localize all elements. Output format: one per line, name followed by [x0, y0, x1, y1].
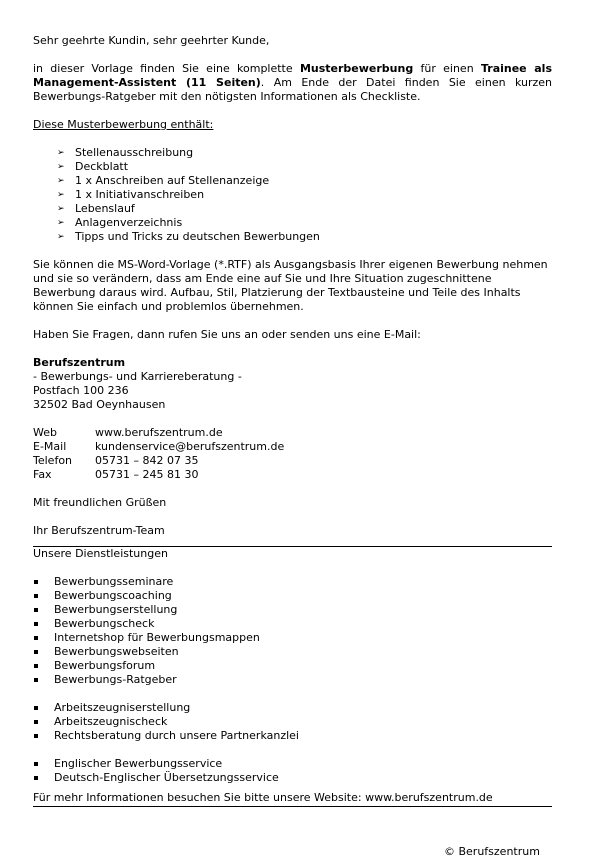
contact-label: Web: [33, 426, 57, 439]
list-item: [33, 701, 552, 715]
contact-row-email: [33, 440, 552, 454]
list-item-label: Internetshop für Bewerbungsmappen: [54, 631, 260, 644]
square-bullet-icon: [34, 636, 38, 640]
contents-heading: Diese Musterbewerbung enthält:: [33, 118, 214, 131]
list-item: [57, 216, 552, 230]
list-item: [57, 188, 552, 202]
list-item: [33, 771, 552, 785]
services-list-2: [33, 701, 552, 743]
phone-number: 05731 – 842 07 35: [95, 454, 199, 467]
company-name-text: Berufszentrum: [33, 356, 126, 369]
list-item-label: Englischer Bewerbungsservice: [54, 757, 223, 770]
square-bullet-icon: [34, 678, 38, 682]
company-tagline: - Bewerbungs- und Karriereberatung -: [33, 370, 242, 383]
square-bullet-icon: [34, 650, 38, 654]
square-bullet-icon: [34, 720, 38, 724]
company-city: 32502 Bad Oeynhausen: [33, 398, 166, 411]
list-item: [57, 202, 552, 216]
list-item-label: Bewerbungsforum: [54, 659, 156, 672]
fax-number: 05731 – 245 81 30: [95, 468, 199, 481]
arrow-bullet-icon: ➢: [57, 190, 65, 200]
email-link[interactable]: kundenservice@berufszentrum.de: [95, 440, 285, 453]
list-item-label: Deutsch-Englischer Übersetzungsservice: [54, 771, 279, 784]
square-bullet-icon: [34, 734, 38, 738]
intro-paragraph: [33, 62, 552, 104]
list-item-label: Bewerbungscoaching: [54, 589, 172, 602]
list-item-label: Bewerbungswebseiten: [54, 645, 179, 658]
arrow-bullet-icon: ➢: [57, 148, 65, 158]
list-item-label: Bewerbungs-Ratgeber: [54, 673, 177, 686]
list-item-label: 1 x Initiativanschreiben: [75, 188, 205, 201]
intro-text-3: . Am Ende der Datei finden Sie einen kurzen Bewerbungs-Ratgeber mit den nötigsten Informationen als Checkliste.: [33, 76, 552, 103]
list-item-label: Arbeitszeugnischeck: [54, 715, 168, 728]
company-name: [33, 356, 552, 370]
list-item: [57, 146, 552, 160]
arrow-bullet-icon: ➢: [57, 204, 65, 214]
square-bullet-icon: [34, 622, 38, 626]
contact-label: Telefon: [33, 454, 73, 467]
list-item-label: Tipps und Tricks zu deutschen Bewerbungen: [75, 230, 320, 243]
arrow-bullet-icon: ➢: [57, 232, 65, 242]
greeting: Sehr geehrte Kundin, sehr geehrter Kunde,: [33, 34, 270, 47]
square-bullet-icon: [34, 664, 38, 668]
square-bullet-icon: [34, 762, 38, 766]
list-item: [33, 603, 552, 617]
square-bullet-icon: [34, 776, 38, 780]
arrow-bullet-icon: ➢: [57, 218, 65, 228]
intro-bold-2: Trainee als Management-Assistent (11 Seiten): [33, 62, 552, 89]
usage-paragraph: Sie können die MS-Word-Vorlage (*.RTF) als Ausgangsbasis Ihrer eigenen Bewerbung nehmen und sie so verändern, dass am Ende eine auf Sie und Ihre Situation zugeschnittene Bewerbung daraus wird. Aufbau, Stil, Platzierung der Textbausteine und Teile des Inhalts können Sie einfach und problemlos übernehmen.: [33, 258, 548, 313]
contact-block: [33, 426, 552, 482]
arrow-bullet-icon: ➢: [57, 176, 65, 186]
services-list-1: [33, 575, 552, 687]
contact-row-web: [33, 426, 552, 440]
list-item: [33, 659, 552, 673]
list-item-label: Deckblatt: [75, 160, 129, 173]
list-item: [33, 673, 552, 687]
list-item-label: Bewerbungserstellung: [54, 603, 178, 616]
closing: Mit freundlichen Grüßen: [33, 496, 167, 509]
square-bullet-icon: [34, 594, 38, 598]
intro-bold-1: Musterbewerbung: [299, 62, 414, 75]
services-list-3: [33, 757, 552, 785]
questions-paragraph: Haben Sie Fragen, dann rufen Sie uns an oder senden uns eine E-Mail:: [33, 328, 421, 341]
arrow-bullet-icon: ➢: [57, 162, 65, 172]
list-item-label: 1 x Anschreiben auf Stellenanzeige: [75, 174, 270, 187]
list-item: [57, 230, 552, 244]
list-item: [33, 757, 552, 771]
letter-page: [33, 34, 552, 807]
list-item: [57, 160, 552, 174]
contact-label: E-Mail: [33, 440, 67, 453]
list-item-label: Lebenslauf: [75, 202, 135, 215]
list-item-label: Rechtsberatung durch unsere Partnerkanzlei: [54, 729, 299, 742]
list-item-label: Bewerbungscheck: [54, 617, 155, 630]
list-item: [33, 631, 552, 645]
website-link[interactable]: www.berufszentrum.de: [95, 426, 223, 439]
services-heading: Unsere Dienstleistungen: [33, 547, 168, 560]
square-bullet-icon: [34, 706, 38, 710]
contact-label: Fax: [33, 468, 52, 481]
contact-row-fax: [33, 468, 552, 482]
company-po-box: Postfach 100 236: [33, 384, 129, 397]
contents-list: [33, 146, 552, 244]
list-item: [33, 715, 552, 729]
square-bullet-icon: [34, 580, 38, 584]
list-item: [33, 729, 552, 743]
list-item-label: Anlagenverzeichnis: [75, 216, 183, 229]
list-item: [33, 617, 552, 631]
signature: Ihr Berufszentrum-Team: [33, 524, 165, 537]
intro-text-1: in dieser Vorlage finden Sie eine komplette: [33, 62, 300, 75]
list-item: [33, 575, 552, 589]
intro-text-2: für einen: [413, 62, 481, 75]
contact-row-phone: [33, 454, 552, 468]
list-item-label: Stellenausschreibung: [75, 146, 194, 159]
list-item-label: Bewerbungsseminare: [54, 575, 174, 588]
list-item: [33, 589, 552, 603]
list-item: [33, 645, 552, 659]
square-bullet-icon: [34, 608, 38, 612]
list-item: [57, 174, 552, 188]
list-item-label: Arbeitszeugniserstellung: [54, 701, 191, 714]
footer-divider: [33, 806, 552, 807]
footer-text: Für mehr Informationen besuchen Sie bitte unsere Website: www.berufszentrum.de: [33, 791, 493, 804]
copyright-text: © Berufszentrum: [444, 845, 540, 858]
